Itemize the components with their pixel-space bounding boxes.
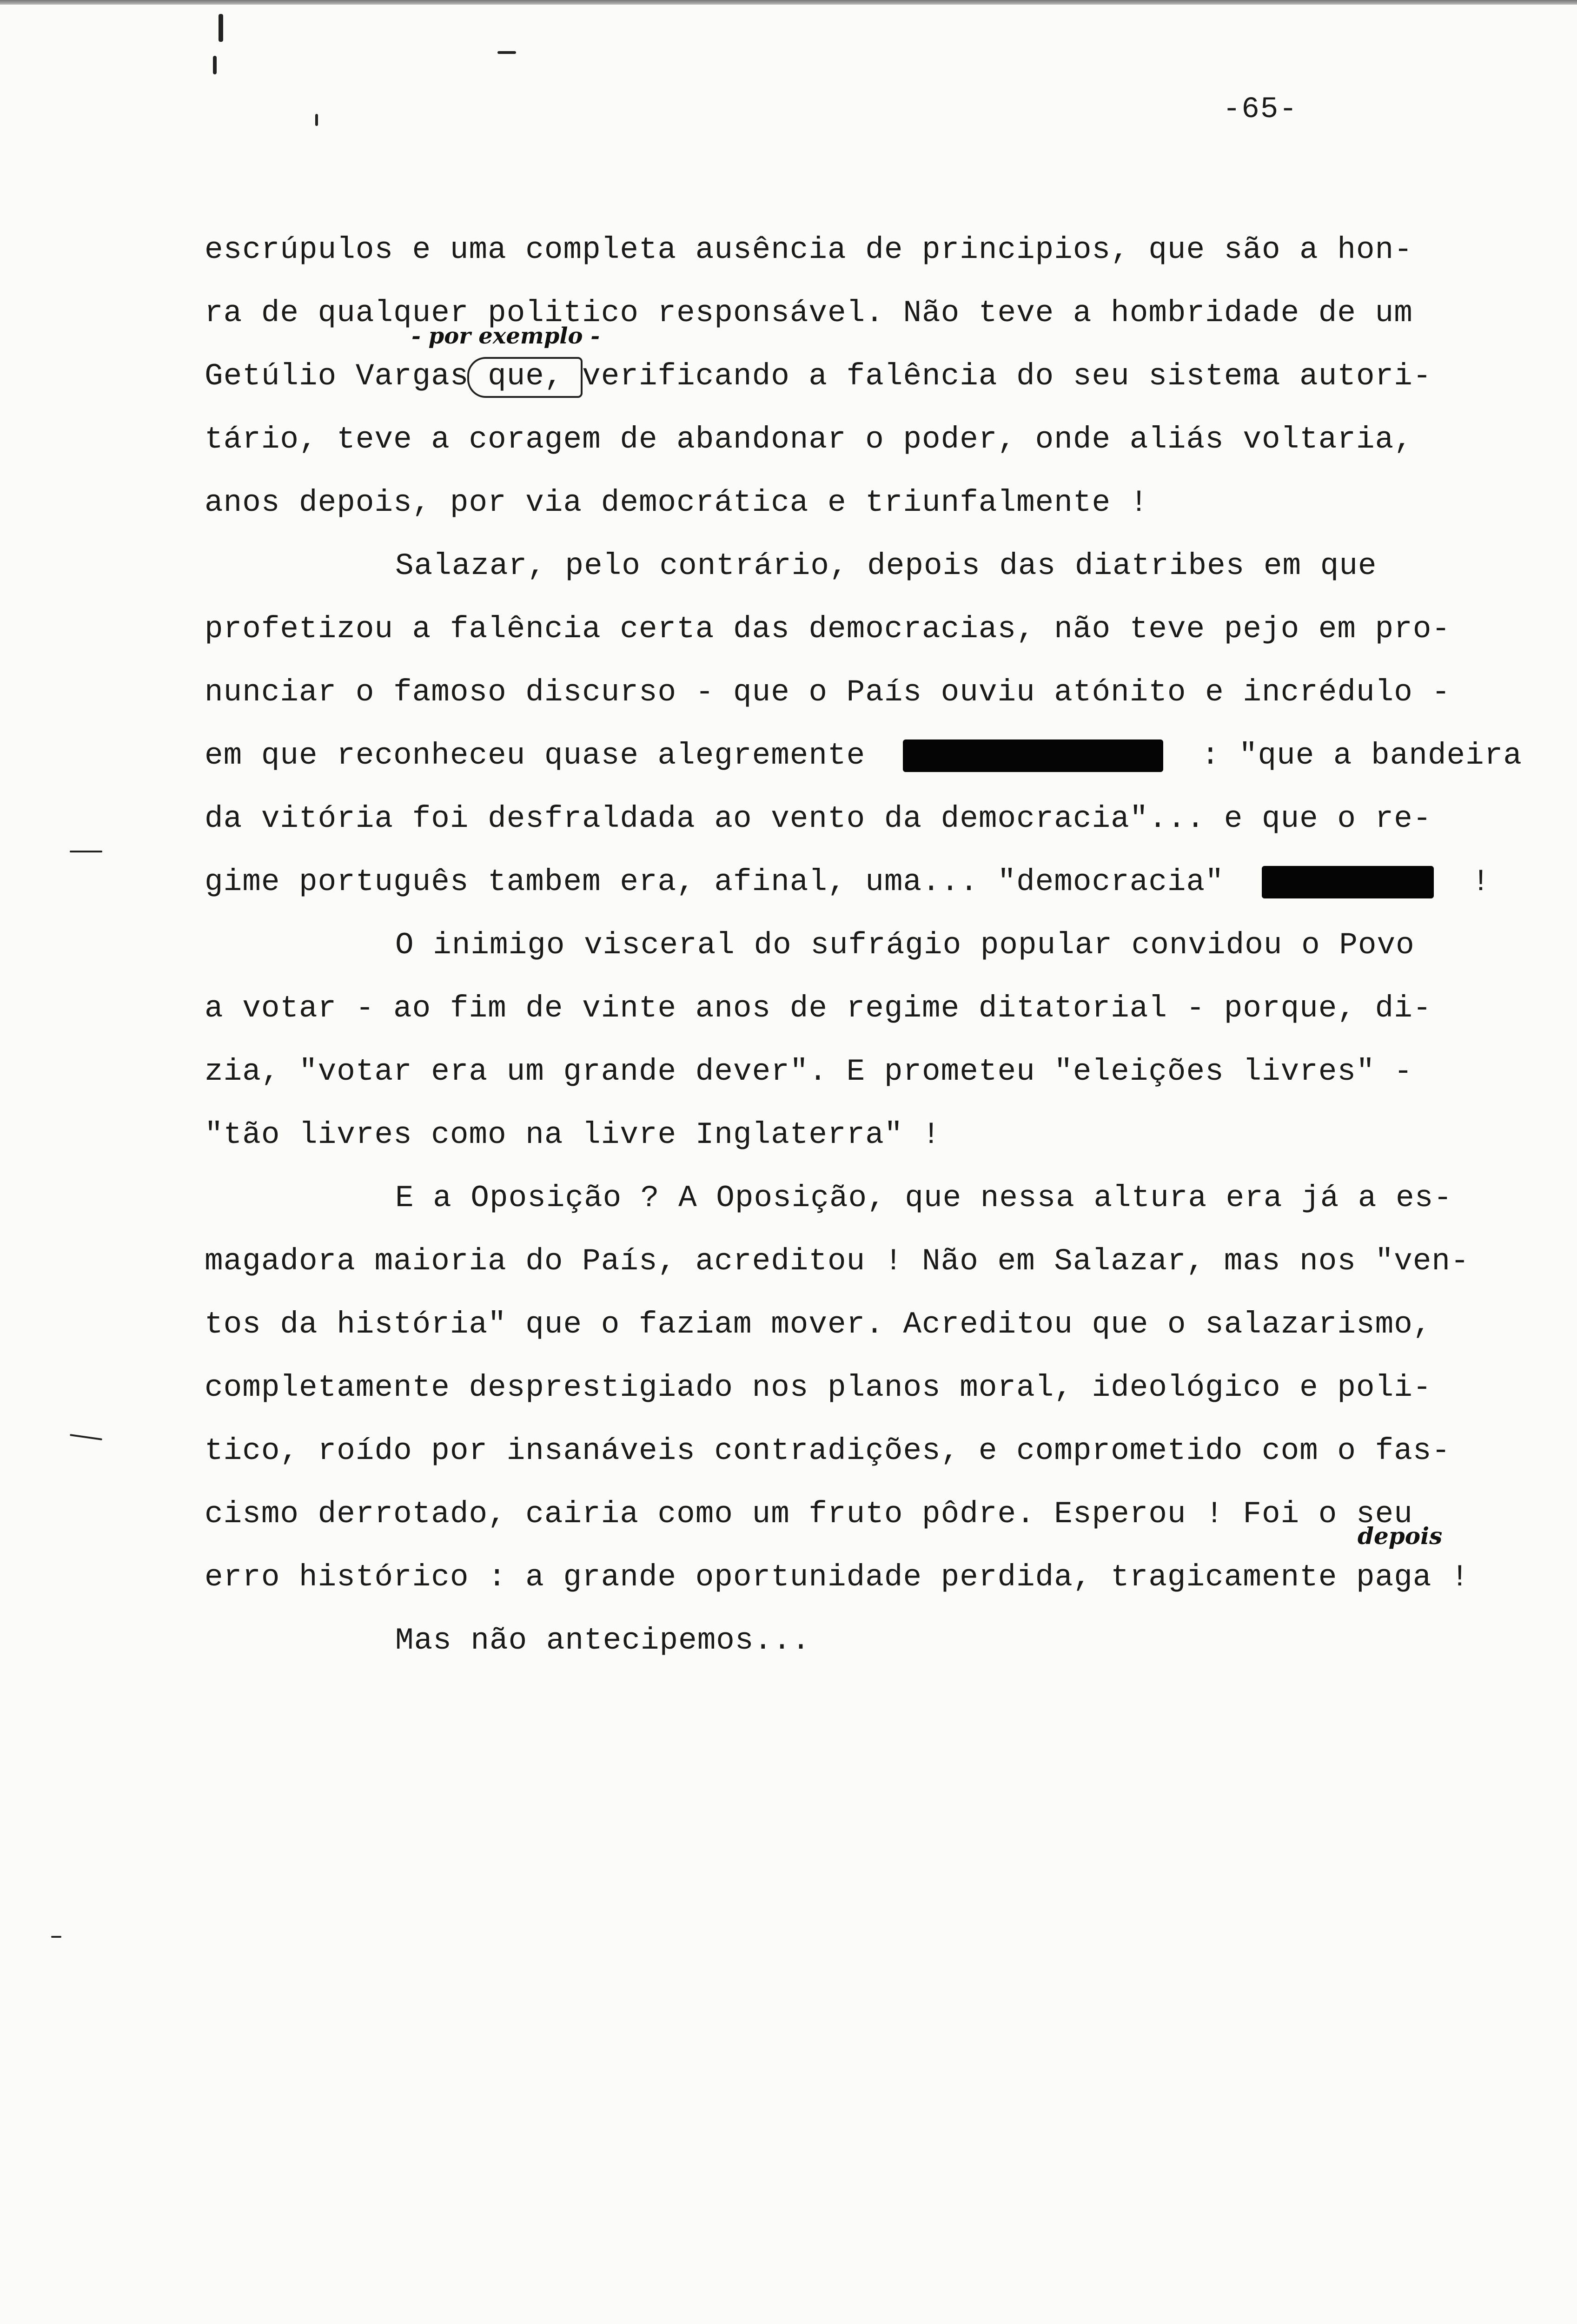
document-body (205, 218, 1522, 1672)
text-line: cismo derrotado, cairia como um fruto pôdre. Esperou ! Foi o seu (205, 1497, 1413, 1532)
text-segment: : "que a bandeira (1201, 738, 1522, 773)
page-number: -65- (1223, 93, 1298, 126)
handwritten-insert: depois (1358, 1522, 1443, 1550)
margin-dash (70, 1434, 102, 1440)
text-line: escrúpulos e uma completa ausência de principios, que são a hon- (205, 232, 1413, 267)
text-line: "tão livres como na livre Inglaterra" ! (205, 1117, 941, 1152)
text-line: Salazar, pelo contrário, depois das diatribes em que (395, 548, 1377, 583)
text-line: anos depois, por via democrática e triunfalmente ! (205, 485, 1149, 520)
text-segment: gime português tambem era, afinal, uma... "democracia" (205, 865, 1224, 899)
text-line: Getúlio Vargas que, verificando a falência do seu sistema autori- (205, 359, 1432, 394)
margin-speck (219, 14, 223, 42)
text-segment: em que reconheceu quase alegremente (205, 738, 866, 773)
text-segment: ! (1471, 865, 1491, 899)
text-line: da vitória foi desfraldada ao vento da democracia"... e que o re- (205, 801, 1432, 836)
text-line: completamente desprestigiado nos planos moral, ideológico e poli- (205, 1370, 1432, 1405)
text-line: E a Oposição ? A Oposição, que nessa altura era já a es- (395, 1181, 1452, 1215)
margin-speck (315, 114, 318, 126)
text-line: a votar - ao fim de vinte anos de regime ditatorial - porque, di- (205, 991, 1432, 1026)
handwritten-insert: - por exemplo - (411, 323, 600, 349)
text-line: erro histórico : a grande oportunidade perdida, tragicamente paga ! (205, 1560, 1470, 1595)
margin-dash (70, 851, 102, 852)
text-line: ra de qualquer politico responsável. Não teve a hombridade de um (205, 296, 1413, 330)
margin-speck (497, 51, 516, 54)
margin-speck (213, 56, 217, 74)
text-line: profetizou a falência certa das democracias, não teve pejo em pro- (205, 612, 1451, 647)
text-line: tico, roído por insanáveis contradições, e comprometido com o fas- (205, 1433, 1451, 1468)
text-line: Mas não antecipemos... (395, 1623, 811, 1658)
text-line: magadora maioria do País, acreditou ! Não em Salazar, mas nos "ven- (205, 1244, 1470, 1279)
text-line-with-redaction (205, 851, 1497, 914)
top-rule (0, 0, 1577, 5)
redaction-block (903, 739, 1163, 772)
text-line-with-redaction (205, 724, 1522, 787)
text-line: zia, "votar era um grande dever". E prometeu "eleições livres" - (205, 1054, 1413, 1089)
redaction-block (1262, 866, 1434, 898)
margin-dash (51, 1936, 61, 1938)
text-line: tário, teve a coragem de abandonar o poder, onde aliás voltaria, (205, 422, 1413, 457)
text-line: tos da história" que o faziam mover. Acreditou que o salazarismo, (205, 1307, 1432, 1342)
text-line: nunciar o famoso discurso - que o País ouviu atónito e incrédulo - (205, 675, 1451, 710)
text-line: O inimigo visceral do sufrágio popular convidou o Povo (395, 928, 1415, 963)
